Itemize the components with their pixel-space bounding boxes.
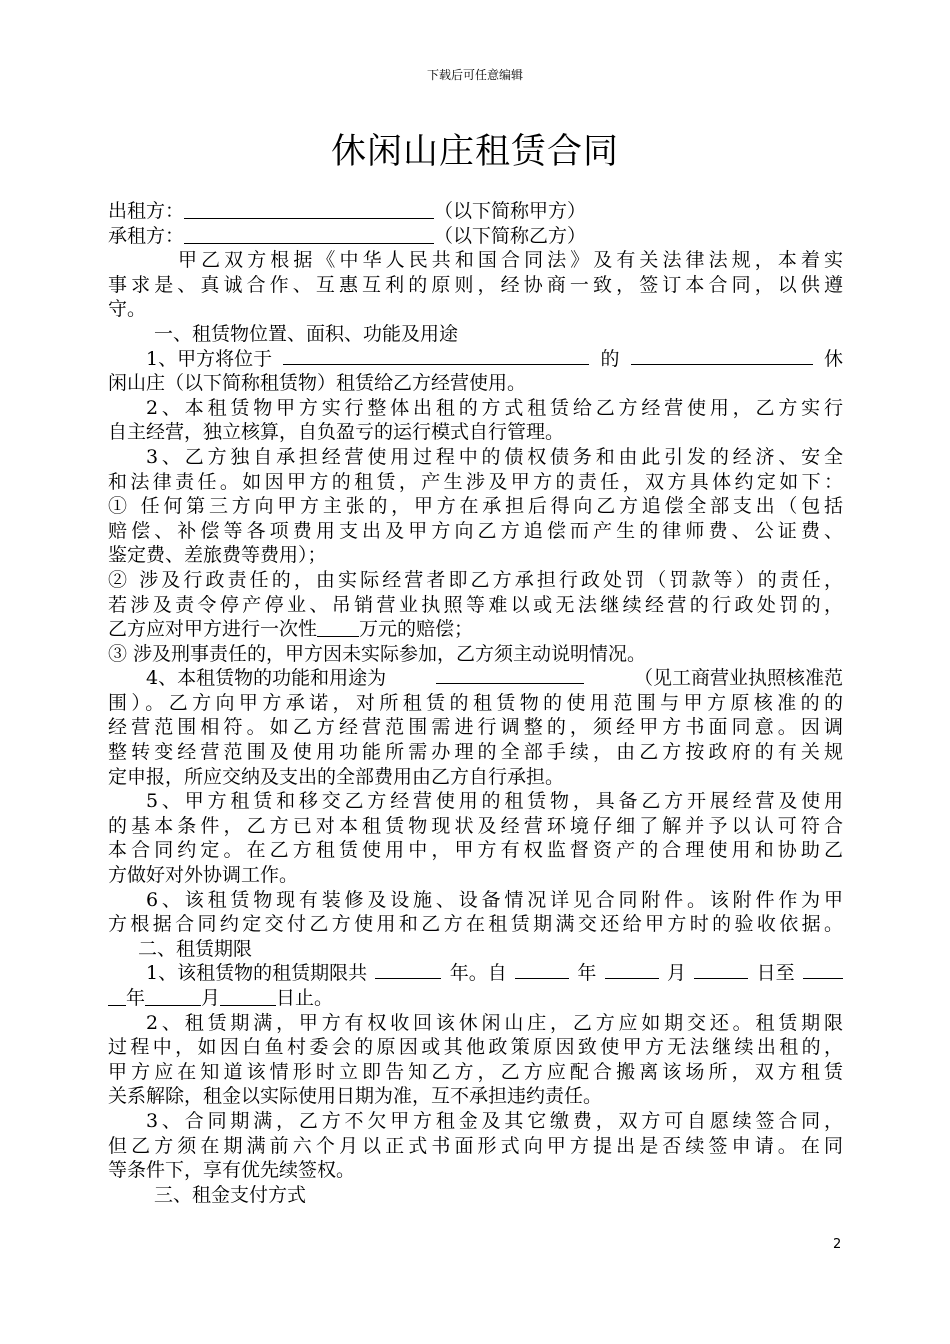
clause-line: 方根据合同约定交付乙方使用和乙方在租赁期满交还给甲方时的验收依据。 (108, 913, 843, 936)
section-heading: 三、租金支付方式 (154, 1183, 307, 1206)
clause-text: 年 (577, 962, 597, 985)
section-heading: 二、租赁期限 (138, 937, 253, 960)
clause-line: 5、甲方租赁和移交乙方经营使用的租赁物，具备乙方开展经营及使用 (146, 790, 843, 813)
end-day-blank (220, 988, 276, 1006)
item-line: ② 涉及行政责任的，由实际经营者即乙方承担行政处罚（罚款等）的责任， (108, 568, 843, 591)
section-heading: 一、租赁物位置、面积、功能及用途 (154, 322, 459, 345)
amount-blank (317, 619, 359, 637)
clause-text: 1、甲方将位于 (146, 347, 273, 370)
clause-text: 的 (600, 347, 620, 370)
clause-line: 过程中，如因白鱼村委会的原因或其他政策原因致使甲方无法继续出租的， (108, 1036, 843, 1059)
item-line: 鉴定费、差旅费等费用）； (108, 544, 327, 567)
end-year-blank-end (108, 988, 126, 1006)
lessor-blank (184, 201, 434, 219)
start-year-blank (515, 961, 569, 979)
clause-line: 整转变经营范围及使用功能所需办理的全部手续，由乙方按政府的有关规 (108, 741, 843, 764)
header-note: 下载后可任意编辑 (426, 68, 523, 82)
lessee-label: 承租方： (108, 224, 185, 247)
lessee-line (108, 224, 843, 249)
start-day-blank (694, 961, 748, 979)
clause-line: 的基本条件，乙方已对本租赁物现状及经营环境仔细了解并予以认可符合 (108, 814, 843, 837)
clause-line (108, 347, 843, 372)
start-month-blank (605, 961, 659, 979)
clause-text: 年 (126, 987, 146, 1009)
contract-body (108, 199, 843, 1207)
lessee-note: （以下简称乙方） (434, 224, 587, 247)
clause-line: 经营范围相符。如乙方经营范围需进行调整的，须经甲方书面同意。因调 (108, 716, 843, 739)
clause-line: 围）。乙方向甲方承诺，对所租赁的租赁物的使用范围与甲方原核准的的 (108, 691, 843, 714)
item-line: 若涉及责令停产停业、吊销营业执照等难以或无法继续经营的行政处罚的， (108, 593, 843, 616)
clause-text: 月 (667, 962, 687, 985)
clause-line (108, 961, 843, 986)
item-text: 乙方应对甲方进行一次性 (108, 618, 318, 641)
clause-line: 但乙方须在期满前六个月以正式书面形式向甲方提出是否续签申请。在同 (108, 1134, 843, 1157)
clause-text: 日至 (756, 962, 795, 985)
clause-line: 本合同约定。在乙方租赁使用中，甲方有权监督资产的合理使用和协助乙 (108, 839, 843, 862)
clause-line: 2、租赁期满，甲方有权收回该休闲山庄，乙方应如期交还。租赁期限 (146, 1011, 843, 1034)
clause-text: 年。自 (449, 962, 507, 985)
clause-text: 月 (201, 987, 221, 1009)
end-year-blank-start (803, 961, 843, 979)
item-text: 万元的赔偿； (359, 618, 474, 641)
end-month-blank (145, 988, 201, 1006)
location-blank (283, 347, 589, 365)
clause-line (108, 986, 843, 1011)
intro-line: 甲乙双方根据《中华人民共和国合同法》及有关法律法规，本着实 (178, 249, 843, 272)
clause-line (108, 666, 843, 691)
clause-line: 自主经营，独立核算，自负盈亏的运行模式自行管理。 (108, 421, 565, 444)
item-line: ③ 涉及刑事责任的，甲方因未实际参加，乙方须主动说明情况。 (108, 642, 647, 665)
item-line: ① 任何第三方向甲方主张的，甲方在承担后得向乙方追偿全部支出（包括 (108, 495, 843, 518)
clause-text: 4、本租赁物的功能和用途为 (146, 667, 387, 690)
clause-line: 闲山庄（以下简称租赁物）租赁给乙方经营使用。 (108, 372, 527, 395)
clause-line: 等条件下，享有优先续签权。 (108, 1159, 356, 1182)
clause-line: 2、本租赁物甲方实行整体出租的方式租赁给乙方经营使用，乙方实行 (146, 396, 843, 419)
lessor-label: 出租方： (108, 200, 185, 222)
clause-line: 方做好对外协调工作。 (108, 864, 299, 887)
name-blank (631, 347, 813, 365)
lessor-note: （以下简称甲方） (434, 200, 587, 222)
clause-line: 6、该租赁物现有装修及设施、设备情况详见合同附件。该附件作为甲 (146, 888, 843, 911)
item-line (108, 617, 843, 642)
clause-line: 定申报，所应交纳及支出的全部费用由乙方自行承担。 (108, 765, 565, 788)
clause-text: 日止。 (276, 987, 334, 1009)
intro-line: 事求是、真诚合作、互惠互利的原则，经协商一致，签订本合同，以供遵 (108, 273, 843, 296)
clause-line: 甲方应在知道该情形时立即告知乙方，乙方应配合搬离该场所，双方租赁 (108, 1060, 843, 1083)
intro-line: 守。 (108, 298, 147, 321)
clause-line: 3、乙方独自承担经营使用过程中的债权债务和由此引发的经济、安全 (146, 445, 843, 468)
lessee-blank (184, 226, 434, 244)
page-number: 2 (833, 1237, 842, 1252)
clause-line: 3、合同期满，乙方不欠甲方租金及其它缴费，双方可自愿续签合同， (146, 1109, 843, 1132)
clause-line: 关系解除，租金以实际使用日期为准，互不承担违约责任。 (108, 1085, 603, 1108)
years-blank (375, 961, 441, 979)
clause-text: 休 (823, 347, 843, 370)
clause-text: （见工商营业执照核准范 (633, 667, 843, 690)
contract-title: 休闲山庄租赁合同 (330, 132, 619, 172)
item-line: 赔偿、补偿等各项费用支出及甲方向乙方追偿而产生的律师费、公证费、 (108, 519, 843, 542)
clause-text: 1、该租赁物的租赁期限共 (146, 962, 368, 985)
lessor-line (108, 199, 843, 224)
purpose-blank (436, 666, 584, 684)
clause-line: 和法律责任。如因甲方的租赁，产生涉及甲方的责任，双方具体约定如下： (108, 470, 843, 493)
